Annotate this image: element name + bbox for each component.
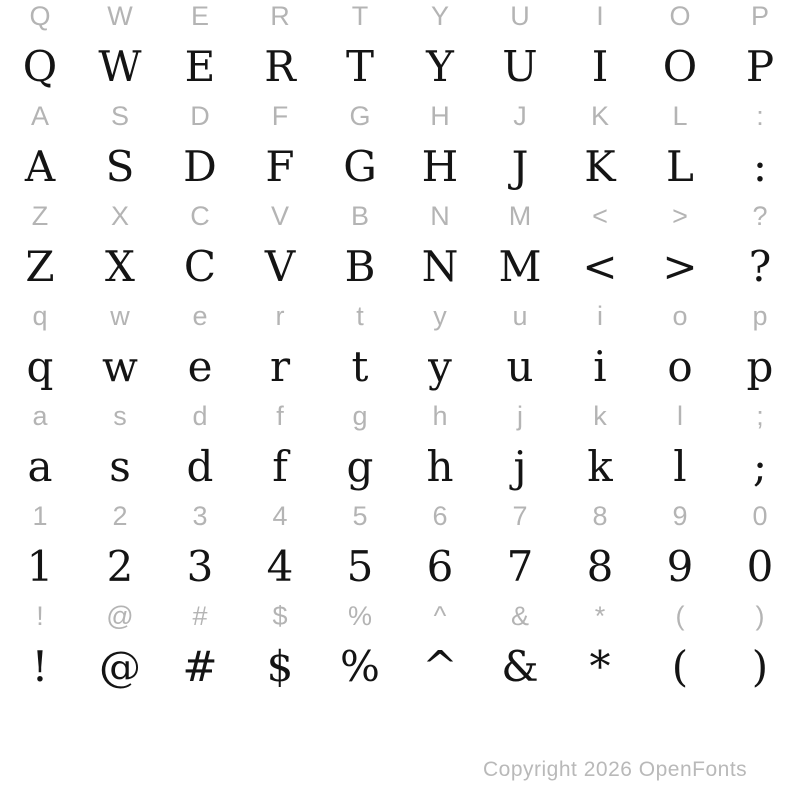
glyph-cell: 9	[666, 541, 694, 591]
glyph-cell: H	[430, 100, 450, 131]
glyph-cell: t	[351, 341, 369, 391]
glyph-cell: p	[746, 341, 774, 391]
glyph-cell: O	[669, 0, 691, 31]
glyph-cell: g	[346, 441, 374, 491]
glyph-cell: r	[275, 300, 285, 331]
glyph-cell: ^	[433, 600, 447, 631]
glyph-cell: d	[186, 441, 214, 491]
glyph-cell: d	[192, 400, 208, 431]
glyph-cell: ?	[752, 200, 768, 231]
glyph-cell: p	[752, 300, 768, 331]
glyph-cell: :	[756, 100, 764, 131]
glyph-cell: f	[276, 400, 284, 431]
glyph-cell: T	[345, 41, 374, 91]
glyph-cell: q	[26, 341, 54, 391]
glyph-cell: e	[187, 341, 213, 391]
glyph-cell: S	[105, 141, 135, 191]
glyph-cell: 6	[432, 500, 448, 531]
glyph-cell: 8	[586, 541, 614, 591]
glyph-cell: E	[190, 0, 209, 31]
glyph-cell: s	[113, 400, 127, 431]
glyph-row-muted	[0, 591, 800, 641]
glyph-cell: Z	[31, 200, 49, 231]
glyph-cell: C	[190, 200, 210, 231]
glyph-cell: w	[102, 341, 138, 391]
glyph-row-primary	[0, 541, 800, 591]
glyph-cell: $	[266, 641, 294, 691]
glyph-cell: X	[110, 200, 129, 231]
glyph-cell: 3	[186, 541, 214, 591]
glyph-row-muted	[0, 0, 800, 41]
glyph-cell: !	[31, 641, 49, 691]
glyph-cell: i	[593, 341, 607, 391]
glyph-row-muted	[0, 291, 800, 341]
glyph-cell: e	[192, 300, 208, 331]
glyph-cell: %	[340, 641, 380, 691]
glyph-cell: 7	[506, 541, 534, 591]
glyph-cell: (	[671, 641, 689, 691]
glyph-cell: V	[270, 200, 289, 231]
glyph-cell: !	[36, 600, 44, 631]
glyph-cell: M	[508, 200, 532, 231]
glyph-cell: ?	[748, 241, 772, 291]
glyph-cell: U	[502, 41, 538, 91]
glyph-cell: H	[421, 141, 459, 191]
glyph-cell: 5	[352, 500, 368, 531]
glyph-row-primary	[0, 441, 800, 491]
glyph-cell: J	[513, 100, 527, 131]
glyph-cell: u	[512, 300, 528, 331]
glyph-cell: Q	[22, 41, 58, 91]
glyph-cell: t	[356, 300, 364, 331]
glyph-cell: 4	[266, 541, 294, 591]
glyph-cell: y	[428, 341, 452, 391]
glyph-cell: 9	[672, 500, 688, 531]
glyph-cell: l	[677, 400, 683, 431]
glyph-row-muted	[0, 91, 800, 141]
glyph-cell: 0	[752, 500, 768, 531]
glyph-cell: 3	[192, 500, 208, 531]
glyph-cell: V	[264, 241, 296, 291]
glyph-cell: k	[593, 400, 607, 431]
glyph-row-muted	[0, 491, 800, 541]
glyph-cell: B	[350, 200, 369, 231]
glyph-cell: )	[751, 641, 769, 691]
glyph-cell: A	[24, 141, 56, 191]
glyph-cell: 1	[32, 500, 48, 531]
glyph-cell: l	[673, 441, 687, 491]
copyright-watermark: Copyright 2026 OpenFonts	[483, 758, 748, 781]
glyph-cell: <	[592, 200, 608, 231]
glyph-cell: D	[183, 141, 217, 191]
glyph-cell: >	[672, 200, 688, 231]
glyph-row-primary	[0, 241, 800, 291]
glyph-cell: j	[513, 441, 527, 491]
glyph-cell: %	[347, 600, 372, 631]
glyph-cell: y	[433, 300, 447, 331]
glyph-cell: R	[270, 0, 290, 31]
glyph-cell: *	[594, 600, 606, 631]
glyph-cell: ;	[756, 400, 764, 431]
glyph-cell: r	[269, 341, 291, 391]
glyph-cell: )	[755, 600, 765, 631]
glyph-cell: ^	[422, 641, 458, 691]
glyph-cell: L	[672, 100, 688, 131]
glyph-cell: X	[105, 241, 135, 291]
glyph-cell: S	[110, 100, 129, 131]
glyph-cell: P	[745, 41, 775, 91]
glyph-cell: J	[511, 141, 529, 191]
glyph-cell: U	[510, 0, 530, 31]
glyph-cell: k	[587, 441, 613, 491]
glyph-row-primary	[0, 41, 800, 91]
glyph-cell: G	[343, 141, 377, 191]
glyph-cell: f	[272, 441, 288, 491]
glyph-cell: 5	[346, 541, 374, 591]
glyph-cell: 7	[512, 500, 528, 531]
glyph-cell: >	[662, 241, 698, 291]
glyph-cell: Z	[25, 241, 55, 291]
glyph-cell: g	[352, 400, 368, 431]
glyph-cell: ;	[752, 441, 768, 491]
glyph-cell: 0	[746, 541, 774, 591]
glyph-cell: a	[27, 441, 53, 491]
glyph-cell: @	[106, 600, 134, 631]
glyph-cell: 2	[106, 541, 134, 591]
glyph-cell: h	[432, 400, 448, 431]
glyph-cell: I	[591, 41, 609, 91]
glyph-cell: u	[506, 341, 534, 391]
glyph-cell: F	[271, 100, 289, 131]
glyph-cell: G	[349, 100, 371, 131]
glyph-cell: W	[107, 0, 133, 31]
glyph-cell: K	[590, 100, 609, 131]
glyph-cell: 1	[26, 541, 54, 591]
glyph-cell: $	[272, 600, 288, 631]
glyph-cell: #	[192, 600, 208, 631]
glyph-cell: o	[672, 300, 688, 331]
glyph-cell: w	[110, 300, 130, 331]
glyph-cell: R	[264, 41, 296, 91]
glyph-cell: 2	[112, 500, 128, 531]
glyph-cell: i	[597, 300, 603, 331]
glyph-row-primary	[0, 341, 800, 391]
glyph-cell: o	[667, 341, 693, 391]
glyph-row-muted	[0, 391, 800, 441]
glyph-row-primary	[0, 141, 800, 191]
glyph-cell: M	[498, 241, 542, 291]
glyph-cell: Y	[426, 41, 454, 91]
glyph-row-muted	[0, 191, 800, 241]
glyph-cell: I	[596, 0, 604, 31]
glyph-cell: #	[182, 641, 218, 691]
glyph-cell: j	[517, 400, 523, 431]
glyph-row-primary	[0, 641, 800, 691]
glyph-cell: B	[344, 241, 376, 291]
glyph-cell: &	[510, 600, 529, 631]
glyph-cell: 8	[592, 500, 608, 531]
glyph-cell: K	[584, 141, 616, 191]
glyph-cell: F	[265, 141, 295, 191]
glyph-cell: E	[184, 41, 216, 91]
glyph-cell: C	[183, 241, 217, 291]
glyph-cell: Q	[29, 0, 51, 31]
glyph-cell: D	[190, 100, 210, 131]
glyph-cell: q	[32, 300, 48, 331]
glyph-cell: T	[351, 0, 369, 31]
glyph-cell: a	[32, 400, 48, 431]
glyph-cell: O	[662, 41, 698, 91]
glyph-cell: N	[430, 200, 450, 231]
glyph-cell: 6	[426, 541, 454, 591]
glyph-cell: h	[426, 441, 454, 491]
glyph-cell: Y	[430, 0, 449, 31]
glyph-cell: s	[109, 441, 131, 491]
glyph-cell: A	[30, 100, 49, 131]
glyph-cell: W	[98, 41, 142, 91]
glyph-cell: <	[582, 241, 618, 291]
glyph-cell: 4	[272, 500, 288, 531]
glyph-cell: P	[750, 0, 769, 31]
glyph-cell: :	[752, 141, 768, 191]
glyph-cell: *	[589, 641, 611, 691]
glyph-cell: L	[666, 141, 694, 191]
glyph-cell: N	[421, 241, 459, 291]
glyph-cell: (	[675, 600, 685, 631]
glyph-cell: @	[99, 641, 141, 691]
glyph-cell: &	[501, 641, 539, 691]
